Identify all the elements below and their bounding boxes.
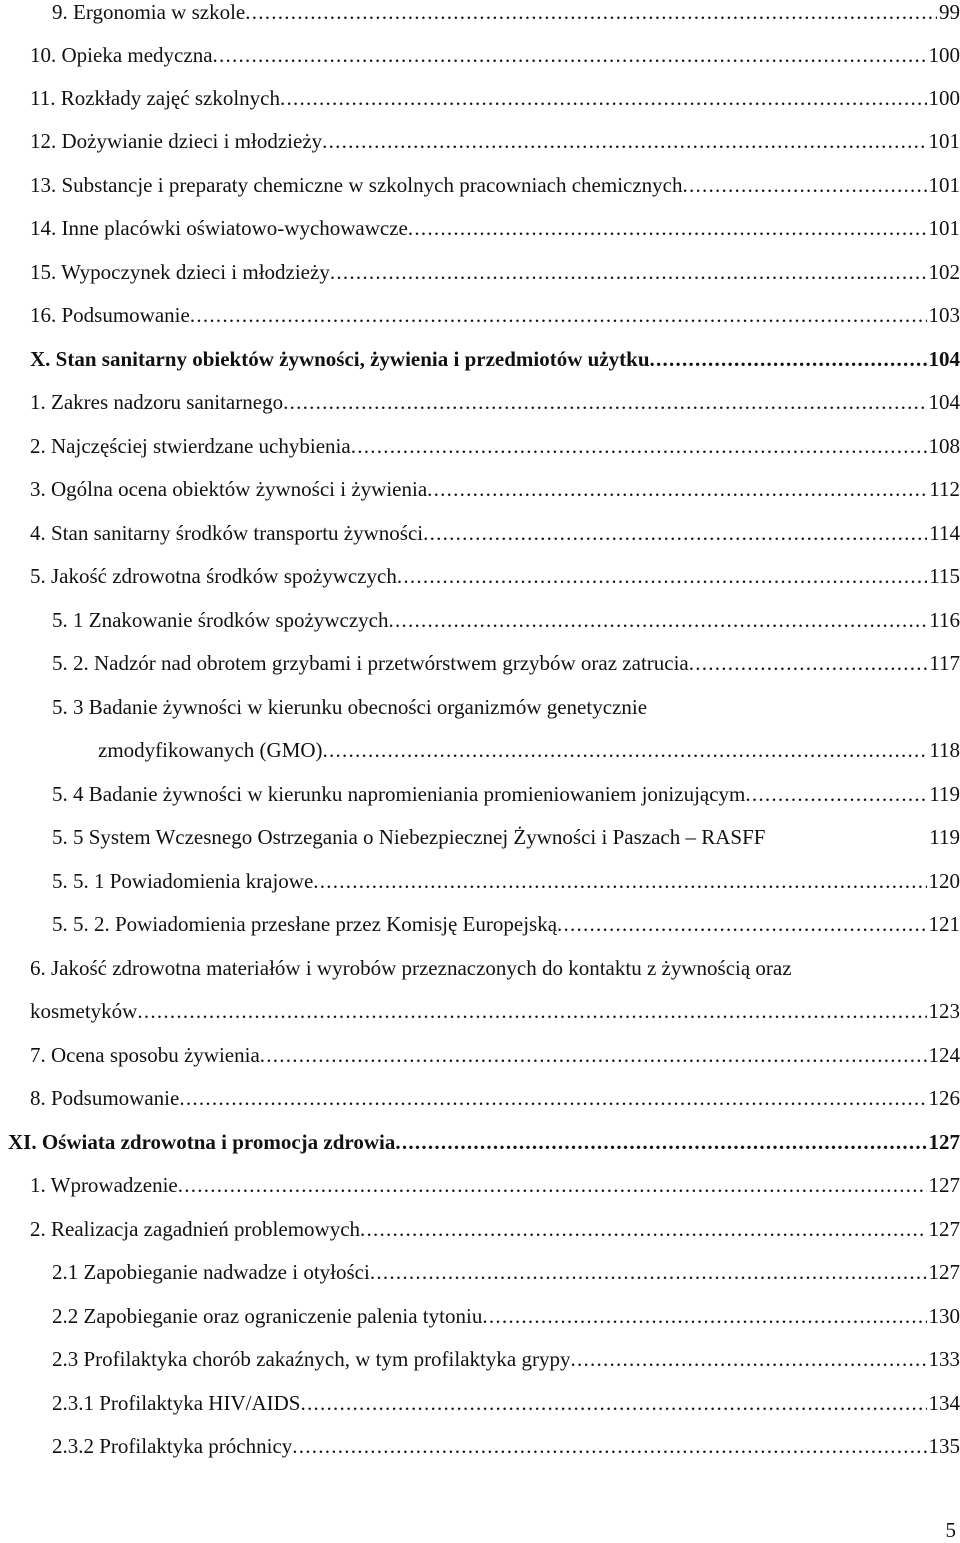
dot-leader [745,780,927,808]
toc-entry-title: 16. Podsumowanie [30,303,190,327]
toc-entry-first-line[interactable] [52,693,647,721]
dot-leader [322,127,926,155]
toc-entry-title: 2.3 Profilaktyka chorób zakaźnych, w tym profilaktyka grypy [52,1347,571,1371]
toc-entry-title: 12. Dożywianie dzieci i młodzieży [30,129,323,153]
toc-entry-title: 2.2 Zapobieganie oraz ograniczenie palenia tytoniu [52,1304,483,1328]
toc-entry[interactable] [30,432,960,460]
toc-entry-page: 101 [928,129,960,153]
toc-entry-page: 118 [929,738,960,762]
toc-entry-title: 2. Realizacja zagadnień problemowych [30,1217,361,1241]
toc-entry-page: 121 [928,912,960,936]
dot-leader [323,736,928,764]
toc-entry[interactable] [30,1215,960,1243]
toc-entry-page: 108 [928,434,960,458]
dot-leader [423,519,927,547]
toc-entry-page: 100 [928,43,960,67]
toc-entry[interactable] [30,84,960,112]
dot-leader [557,910,926,938]
toc-entry[interactable] [30,519,960,547]
toc-entry[interactable] [52,1389,960,1417]
dot-leader [397,562,927,590]
toc-entry-title: 5. 5. 2. Powiadomienia przesłane przez Komisję Europejską [52,912,558,936]
dot-leader [689,649,928,677]
dot-leader [260,1041,927,1069]
toc-entry[interactable] [30,1171,960,1199]
toc-entry-title: 5. 4 Badanie żywności w kierunku napromieniania promieniowaniem jonizującym [52,782,746,806]
dot-leader [137,997,926,1025]
dot-leader [370,1258,927,1286]
toc-entry[interactable] [52,0,960,26]
toc-entry-title: 8. Podsumowanie [30,1086,180,1110]
toc-entry-page: 120 [928,869,960,893]
toc-entry-title: 14. Inne placówki oświatowo-wychowawcze [30,216,408,240]
toc-entry-title: 2. Najczęściej stwierdzane uchybienia [30,434,351,458]
dot-leader [683,171,927,199]
toc-entry[interactable] [52,1432,960,1460]
toc-entry[interactable] [52,606,960,634]
toc-entry-page: 104 [928,347,960,371]
dot-leader [313,867,926,895]
toc-entry[interactable] [52,823,960,851]
dot-leader [190,301,927,329]
toc-entry-page: 124 [928,1043,960,1067]
toc-entry-page: 127 [928,1173,960,1197]
toc-entry-page: 115 [929,564,960,588]
toc-entry-title: 1. Zakres nadzoru sanitarnego [30,390,284,414]
toc-entry-title: 2.1 Zapobieganie nadwadze i otyłości [52,1260,370,1284]
toc-entry-title: 11. Rozkłady zajęć szkolnych [30,86,280,110]
toc-entry-page: 112 [929,477,960,501]
toc-entry-page: 117 [929,651,960,675]
toc-entry-page: 126 [928,1086,960,1110]
toc-entry[interactable] [30,1041,960,1069]
toc-entry[interactable] [30,171,960,199]
toc-entry-title: 9. Ergonomia w szkole [52,0,246,24]
toc-entry[interactable] [30,258,960,286]
toc-entry[interactable] [30,388,960,416]
toc-entry-page: 102 [928,260,960,284]
toc-entry-page: 127 [928,1260,960,1284]
toc-entry-page: 99 [939,0,960,24]
toc-entry-title: 13. Substancje i preparaty chemiczne w szkolnych pracowniach chemicznych [30,173,683,197]
toc-entry-page: 100 [928,86,960,110]
toc-entry[interactable] [52,649,960,677]
dot-leader [300,1389,926,1417]
dot-leader [408,214,927,242]
toc-entry-title: 2.3.1 Profilaktyka HIV/AIDS [52,1391,301,1415]
toc-entry-title: 5. 2. Nadzór nad obrotem grzybami i przetwórstwem grzybów oraz zatrucia [52,651,689,675]
toc-entry[interactable] [52,1258,960,1286]
toc-entry-title: 5. 3 Badanie żywności w kierunku obecności organizmów genetycznie [52,695,648,719]
toc-entry-page: 119 [929,782,960,806]
dot-leader [570,1345,926,1373]
toc-entry-page: 135 [928,1434,960,1458]
toc-entry[interactable] [52,867,960,895]
toc-chapter-entry[interactable] [8,1128,960,1156]
toc-entry-title: 15. Wypoczynek dzieci i młodzieży [30,260,330,284]
toc-entry[interactable] [30,562,960,590]
dot-leader [245,0,937,26]
toc-entry-page: 101 [928,173,960,197]
toc-entry-page: 123 [928,999,960,1023]
dot-leader [360,1215,926,1243]
toc-entry-title: 10. Opieka medyczna [30,43,213,67]
toc-entry[interactable] [52,780,960,808]
dot-leader [178,1171,927,1199]
toc-entry[interactable] [52,910,960,938]
toc-entry[interactable] [30,997,960,1025]
toc-entry-title: 7. Ocena sposobu żywienia [30,1043,260,1067]
dot-leader [395,1128,926,1156]
toc-entry-page: 119 [929,825,960,849]
toc-entry-title: 1. Wprowadzenie [30,1173,178,1197]
toc-entry[interactable] [30,301,960,329]
toc-entry-page: 104 [928,390,960,414]
dot-leader [179,1084,926,1112]
dot-leader [482,1302,926,1330]
toc-entry-title: 3. Ogólna ocena obiektów żywności i żywienia [30,477,428,501]
toc-entry[interactable] [52,1302,960,1330]
dot-leader [283,388,926,416]
dot-leader [330,258,927,286]
toc-entry[interactable] [30,1084,960,1112]
toc-entry-page: 103 [928,303,960,327]
toc-entry-title: 5. 5 System Wczesnego Ostrzegania o Niebezpiecznej Żywności i Paszach – RASFF [52,825,766,849]
toc-entry-title: 6. Jakość zdrowotna materiałów i wyrobów przeznaczonych do kontaktu z żywnością oraz [30,956,792,980]
toc-entry[interactable] [30,127,960,155]
dot-leader [213,41,927,69]
dot-leader [427,475,927,503]
toc-entry-page: 134 [928,1391,960,1415]
toc-entry-title: 5. 1 Znakowanie środków spożywczych [52,608,389,632]
dot-leader [650,345,927,373]
dot-leader [389,606,928,634]
toc-entry[interactable] [30,214,960,242]
toc-entry-page: 101 [928,216,960,240]
dot-leader [292,1432,926,1460]
toc-entry-title: 2.3.2 Profilaktyka próchnicy [52,1434,293,1458]
toc-entry[interactable] [52,1345,960,1373]
toc-entry[interactable] [30,41,960,69]
toc-entry[interactable] [98,736,960,764]
toc-entry-page: 133 [928,1347,960,1371]
toc-entry-title: 5. Jakość zdrowotna środków spożywczych [30,564,397,588]
dot-leader [351,432,927,460]
toc-entry-title: zmodyfikowanych (GMO) [98,738,323,762]
toc-entry[interactable] [30,475,960,503]
page-number: 5 [945,1518,956,1542]
toc-entry-title: XI. Oświata zdrowotna i promocja zdrowia [8,1130,396,1154]
toc-entry-page: 130 [928,1304,960,1328]
toc-entry-title: X. Stan sanitarny obiektów żywności, żywienia i przedmiotów użytku [30,347,650,371]
toc-entry-page: 114 [929,521,960,545]
toc-entry-title: 5. 5. 1 Powiadomienia krajowe [52,869,314,893]
toc-chapter-entry[interactable] [30,345,960,373]
toc-entry-page: 116 [929,608,960,632]
toc-entry-title: kosmetyków [30,999,138,1023]
toc-entry-first-line[interactable] [30,954,792,982]
toc-entry-page: 127 [928,1217,960,1241]
toc-entry-title: 4. Stan sanitarny środków transportu żywności [30,521,424,545]
toc-entry-page: 127 [928,1130,960,1154]
dot-leader [280,84,927,112]
